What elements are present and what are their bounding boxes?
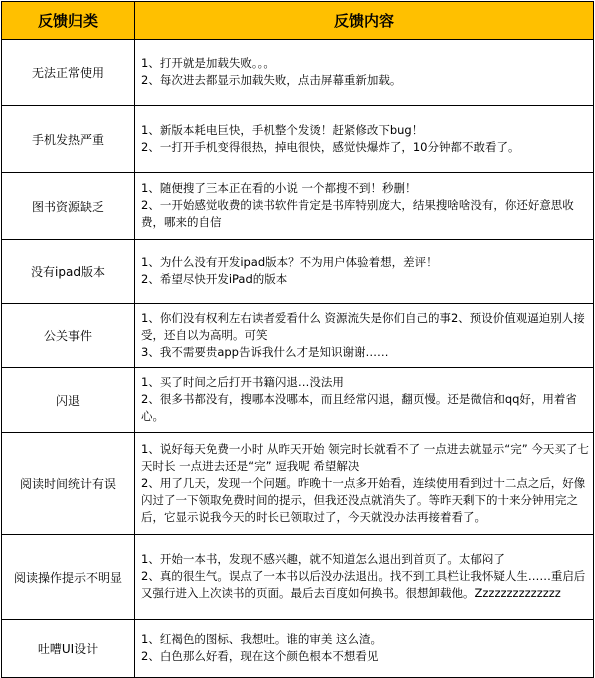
content-cell bbox=[135, 620, 594, 678]
table-row bbox=[2, 620, 594, 678]
content-cell bbox=[135, 304, 594, 368]
feedback-line: 1、随便搜了三本正在看的小说 一个都搜不到！秒删！ bbox=[141, 181, 417, 195]
category-cell: 闪退 bbox=[2, 368, 135, 433]
feedback-line: 2、白色那么好看，现在这个颜色根本不想看见 bbox=[141, 649, 379, 663]
feedback-line: 1、新版本耗电巨快，手机整个发烫！赶紧修改下bug！ bbox=[141, 122, 424, 137]
feedback-line: 2、一打开手机变得很热，掉电很快，感觉快爆炸了，10分钟都不敢看了。 bbox=[141, 139, 520, 154]
table-row bbox=[2, 40, 594, 106]
content-cell bbox=[135, 535, 594, 620]
table-row bbox=[2, 106, 594, 173]
feedback-line: 2、很多书都没有，搜哪本没哪本，而且经常闪退，翻页慢。还是微信和qq好，用着省心。 bbox=[141, 392, 577, 423]
content-cell bbox=[135, 433, 594, 535]
table-row bbox=[2, 535, 594, 620]
table-row bbox=[2, 304, 594, 368]
table-row bbox=[2, 240, 594, 304]
category-cell: 公关事件 bbox=[2, 304, 135, 368]
category-cell: 手机发热严重 bbox=[2, 106, 135, 173]
feedback-line: 1、红褐色的图标、我想吐。谁的审美 这么渣。 bbox=[141, 632, 382, 646]
category-cell: 没有ipad版本 bbox=[2, 240, 135, 304]
feedback-line: 2、希望尽快开发iPad的版本 bbox=[141, 272, 288, 286]
feedback-line: 1、买了时间之后打开书籍闪退…没法用 bbox=[141, 375, 344, 389]
category-cell: 阅读操作提示不明显 bbox=[2, 535, 135, 620]
feedback-line: 1、说好每天免费一小时 从昨天开始 领完时长就看不了 一点进去就显示“完” 今天买了七天时长 一点进去还是“完” 逗我呢 希望解决 bbox=[141, 441, 589, 473]
feedback-line: 2、真的很生气。误点了一本书以后没办法退出。找不到工具栏让我怀疑人生……重启后又强行进入上次读书的页面。最后去百度如何换书。很想卸载他。Zzzzzzzzzzzzzz bbox=[141, 569, 586, 600]
feedback-line: 1、为什么没有开发ipad版本？不为用户体验着想，差评！ bbox=[141, 255, 438, 269]
feedback-line: 2、用了几天，发现一个问题。昨晚十一点多开始看，连续使用看到过十二点之后，好像闪过了一下领取免费时间的提示，但我还没点就消失了。等昨天剩下的十来分钟用完之后，它显示说我今天的时长已领取过了，今天就没办法再接着看了。 bbox=[141, 475, 586, 524]
feedback-line: 1、打开就是加载失败。。。 bbox=[141, 56, 275, 70]
header-content: 反馈内容 bbox=[135, 2, 594, 40]
category-cell: 阅读时间统计有误 bbox=[2, 433, 135, 535]
content-cell bbox=[135, 173, 594, 240]
content-cell bbox=[135, 40, 594, 106]
header-row bbox=[2, 2, 594, 40]
feedback-line: 1、开始一本书，发现不感兴趣，就不知道怎么退出到首页了。太郁闷了 bbox=[141, 552, 505, 566]
feedback-line: 2、每次进去都显示加载失败，点击屏幕重新加载。 bbox=[141, 73, 402, 87]
category-cell: 无法正常使用 bbox=[2, 40, 135, 106]
feedback-line: 3、我不需要贵app告诉我什么才是知识谢谢…… bbox=[141, 344, 389, 359]
content-cell bbox=[135, 240, 594, 304]
category-cell: 吐嘈UI设计 bbox=[2, 620, 135, 678]
feedback-line: 1、你们没有权利左右读者爱看什么 资源流失是你们自己的事2、预设价值观逼迫别人接受，还自以为高明。可笑 bbox=[141, 310, 585, 342]
category-cell: 图书资源缺乏 bbox=[2, 173, 135, 240]
table-row bbox=[2, 433, 594, 535]
header-category: 反馈归类 bbox=[2, 2, 135, 40]
table-row bbox=[2, 173, 594, 240]
content-cell bbox=[135, 106, 594, 173]
table-row bbox=[2, 368, 594, 433]
content-cell bbox=[135, 368, 594, 433]
feedback-table bbox=[1, 1, 594, 678]
feedback-line: 2、一开始感觉收费的读书软件肯定是书库特别庞大，结果搜啥啥没有，你还好意思收费，哪来的自信 bbox=[141, 198, 574, 229]
